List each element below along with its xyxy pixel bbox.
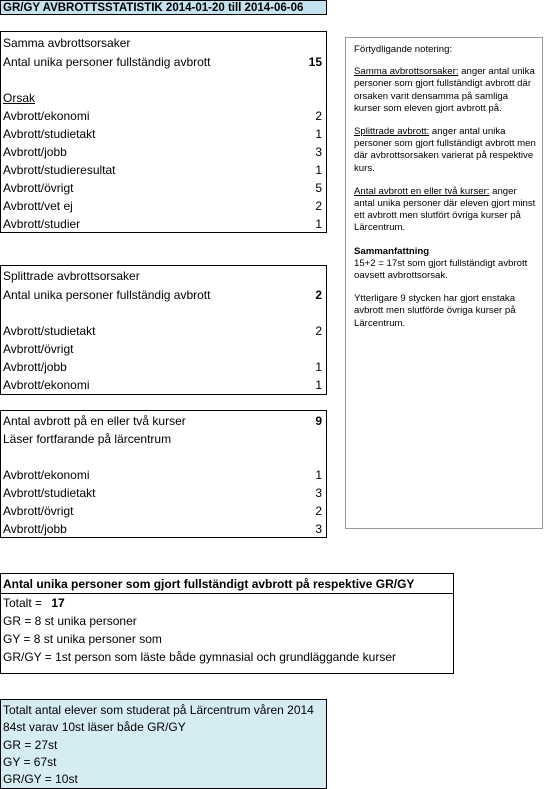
table-row: Avbrott/studier 1	[3, 217, 322, 231]
total-value: 2	[315, 288, 322, 302]
table-row: Avbrott/övrigt 2	[3, 504, 322, 518]
same-reasons-box	[0, 31, 327, 233]
table-row: Avbrott/jobb 1	[3, 360, 322, 374]
sub-heading: Orsak	[3, 91, 36, 105]
note-paragraph: Samma avbrottsorsaker: anger antal unika personer som gjort fullständigt avbrott där orsaken varit densamma på samliga kurser som eleven gjort avbrott på.	[354, 66, 535, 114]
section-heading: Samma avbrottsorsaker	[3, 36, 131, 50]
table-row: Avbrott/övrigt 5	[3, 181, 322, 195]
total-label: Antal unika personer fullständig avbrott	[3, 288, 211, 302]
table-row: Avbrott/studietakt 1	[3, 127, 322, 141]
summary-line: GY = 67st	[3, 755, 57, 769]
summary-line: GR/GY = 1st person som läste både gymnasial och grundläggande kurser	[3, 650, 396, 664]
clarification-note	[345, 37, 543, 529]
note-paragraph: Splittrade avbrott: anger antal unika personer som gjort fullständigt avbrott men där avbrottsorsaken varierat på respektive kurs.	[354, 126, 536, 174]
table-row: Avbrott/vet ej 2	[3, 199, 322, 213]
table-row: Avbrott/övrigt	[3, 342, 74, 356]
summary-line: GR = 27st	[3, 738, 58, 752]
sheet-title: GR/GY AVBROTTSSTATISTIK 2014-01-20 till 2014-06-06	[0, 0, 327, 15]
summary-line: GY = 8 st unika personer som	[3, 632, 162, 646]
note-heading: Förtydligande notering:	[354, 44, 453, 55]
summary-line: 84st varav 10st läser både GR/GY	[3, 720, 186, 734]
summary-text: 15+2 = 17st som gjort fullständigt avbrott oavsett avbrottsorsak.	[354, 257, 528, 282]
table-row: Avbrott/ekonomi 1	[3, 378, 322, 392]
total-value: 15	[308, 55, 322, 69]
extra-text: Ytterligare 9 stycken har gjort enstaka avbrott men slutförde övriga kurser på Lärcentrum.	[354, 293, 516, 329]
total-row	[3, 412, 324, 430]
gr-gy-summary-box	[0, 573, 454, 674]
table-row: Avbrott/ekonomi 1	[3, 468, 322, 482]
total-row	[3, 53, 324, 71]
total-value: 9	[315, 414, 322, 428]
total-value: 17	[51, 596, 65, 610]
table-row: Avbrott/studieresultat 1	[3, 163, 322, 177]
section-heading: Totalt antal elever som studerat på Lärcentrum våren 2014	[3, 703, 314, 717]
table-row: Avbrott/ekonomi 2	[3, 109, 322, 123]
table-row: Avbrott/studietakt 3	[3, 486, 322, 500]
sub-heading: Läser fortfarande på lärcentrum	[3, 432, 172, 446]
total-students-box	[0, 699, 327, 789]
total-label: Totalt =	[3, 596, 43, 610]
section-heading: Antal avbrott på en eller två kurser	[3, 414, 186, 428]
total-row	[3, 286, 324, 304]
section-heading: Splittrade avbrottsorsaker	[3, 269, 140, 283]
one-two-courses-box	[0, 410, 327, 538]
summary-line: GR = 8 st unika personer	[3, 614, 137, 628]
total-label: Antal unika personer fullständig avbrott	[3, 55, 211, 69]
table-row: Avbrott/jobb 3	[3, 522, 322, 536]
table-row: Avbrott/studietakt 2	[3, 324, 322, 338]
total-row	[3, 594, 451, 612]
table-row: Avbrott/jobb 3	[3, 145, 322, 159]
summary-line: GR/GY = 10st	[3, 772, 78, 786]
summary-heading: Sammanfattning	[354, 245, 430, 257]
split-reasons-box	[0, 265, 327, 395]
note-paragraph: Antal avbrott en eller två kurser: anger antal unika personer där eleven gjort minst ett avbrott men slutfört övriga kurser på Lärcentrum.	[354, 185, 536, 234]
section-heading: Antal unika personer som gjort fullständigt avbrott på respektive GR/GY	[1, 575, 453, 594]
